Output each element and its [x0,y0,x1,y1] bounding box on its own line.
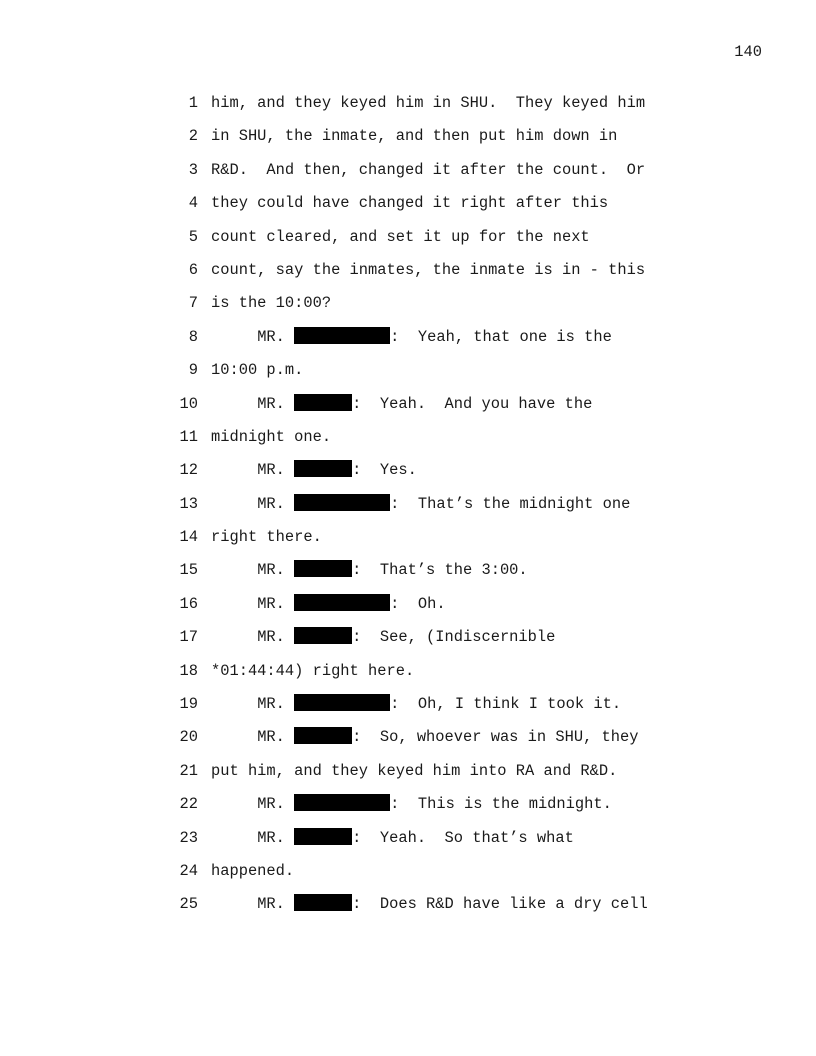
line-number: 11 [179,427,198,446]
transcript-line [0,193,816,226]
speaker-line: MR. : Yes. [257,461,417,480]
redaction-bar [294,727,352,744]
speaker-line: MR. : Does R&D have like a dry cell [257,895,648,914]
line-number: 25 [179,895,198,914]
speech-text: Yeah. And you have the [379,394,593,413]
line-number: 3 [188,160,198,179]
speaker-line: MR. : Yeah. So that’s what [257,828,574,847]
speech-text: Does R&D have like a dry cell [379,895,648,914]
line-number: 1 [188,94,198,112]
speaker-title: MR. [257,594,285,613]
transcript-line [0,560,816,593]
transcript-line [0,694,816,727]
line-number: 13 [179,494,198,513]
speaker-title: MR. [257,628,285,647]
transcript-line [0,727,816,760]
speaker-title: MR. [257,327,285,346]
transcript-line [0,861,816,894]
speaker-line: MR. : Yeah. And you have the [257,394,593,413]
line-text: R&D. And then, changed it after the count. Or [211,160,646,179]
transcript-line [0,260,816,293]
line-text: happened. [211,861,295,880]
transcript-line [0,494,816,527]
line-text: in SHU, the inmate, and then put him down in [211,127,618,146]
speaker-title: MR. [257,795,285,814]
line-number: 5 [188,227,198,246]
transcript-line [0,394,816,427]
transcript-line [0,894,816,927]
line-number: 14 [179,528,198,547]
redaction-bar [294,560,352,577]
line-number: 19 [179,695,198,714]
transcript-line [0,93,816,126]
line-number: 8 [188,327,198,346]
page-number: 140 [734,43,762,61]
line-text: right there. [211,528,322,547]
redaction-bar [294,894,352,911]
speaker-line: MR. : This is the midnight. [257,795,612,814]
speaker-title: MR. [257,494,285,513]
speaker-title: MR. [257,728,285,747]
speech-text: Oh, I think I took it. [417,695,622,714]
speech-text: That’s the 3:00. [379,561,528,580]
redaction-bar [294,394,352,411]
line-number: 12 [179,461,198,480]
redaction-bar [294,627,352,644]
speaker-line: MR. : That’s the midnight one [257,494,631,513]
speaker-line: MR. : So, whoever was in SHU, they [257,728,639,747]
speaker-line: MR. : Oh. [257,594,446,613]
speaker-line: MR. : Yeah, that one is the [257,327,612,346]
transcript-line [0,527,816,560]
line-number: 9 [188,361,198,380]
line-number: 24 [179,861,198,880]
transcript-line [0,227,816,260]
speaker-line: MR. : See, (Indiscernible [257,628,556,647]
redaction-bar [294,460,352,477]
speaker-title: MR. [257,461,285,480]
line-text: 10:00 p.m. [211,361,304,380]
transcript-line [0,327,816,360]
transcript-line [0,761,816,794]
redaction-bar [294,828,352,845]
line-text: count cleared, and set it up for the next [211,227,590,246]
transcript-line [0,160,816,193]
speaker-title: MR. [257,695,285,714]
speaker-line: MR. : Oh, I think I took it. [257,695,622,714]
speech-text: Yeah, that one is the [417,327,612,346]
line-text: count, say the inmates, the inmate is in - this [211,260,646,279]
redaction-bar [294,327,390,344]
line-text: is the 10:00? [211,294,332,313]
line-number: 18 [179,661,198,680]
transcript-body [0,93,816,928]
speaker-title: MR. [257,828,285,847]
line-number: 7 [188,294,198,313]
line-text: *01:44:44) right here. [211,661,415,680]
speech-text: This is the midnight. [417,795,612,814]
speech-text: Yeah. So that’s what [379,828,574,847]
transcript-line [0,627,816,660]
transcript-line [0,794,816,827]
line-number: 23 [179,828,198,847]
transcript-line [0,360,816,393]
line-text: put him, and they keyed him into RA and R&D. [211,761,618,780]
line-number: 10 [179,394,198,413]
speaker-title: MR. [257,561,285,580]
line-number: 2 [188,127,198,146]
line-number: 21 [179,761,198,780]
line-number: 20 [179,728,198,747]
transcript-line [0,293,816,326]
redaction-bar [294,494,390,511]
speech-text: Yes. [379,461,417,480]
transcript-line [0,427,816,460]
redaction-bar [294,694,390,711]
line-number: 16 [179,594,198,613]
speech-text: That’s the midnight one [417,494,631,513]
transcript-line [0,828,816,861]
transcript-line [0,460,816,493]
transcript-line [0,594,816,627]
line-text: they could have changed it right after this [211,194,609,213]
speech-text: So, whoever was in SHU, they [379,728,639,747]
line-number: 17 [179,628,198,647]
line-number: 22 [179,795,198,814]
line-number: 15 [179,561,198,580]
line-text: midnight one. [211,427,332,446]
transcript-line [0,661,816,694]
line-number: 4 [188,194,198,213]
speaker-title: MR. [257,394,285,413]
line-text: him, and they keyed him in SHU. They keyed him [211,94,646,112]
speaker-line: MR. : That’s the 3:00. [257,561,528,580]
redaction-bar [294,594,390,611]
speaker-title: MR. [257,895,285,914]
transcript-line [0,126,816,159]
speech-text: Oh. [417,594,446,613]
redaction-bar [294,794,390,811]
speech-text: See, (Indiscernible [379,628,556,647]
line-number: 6 [188,260,198,279]
